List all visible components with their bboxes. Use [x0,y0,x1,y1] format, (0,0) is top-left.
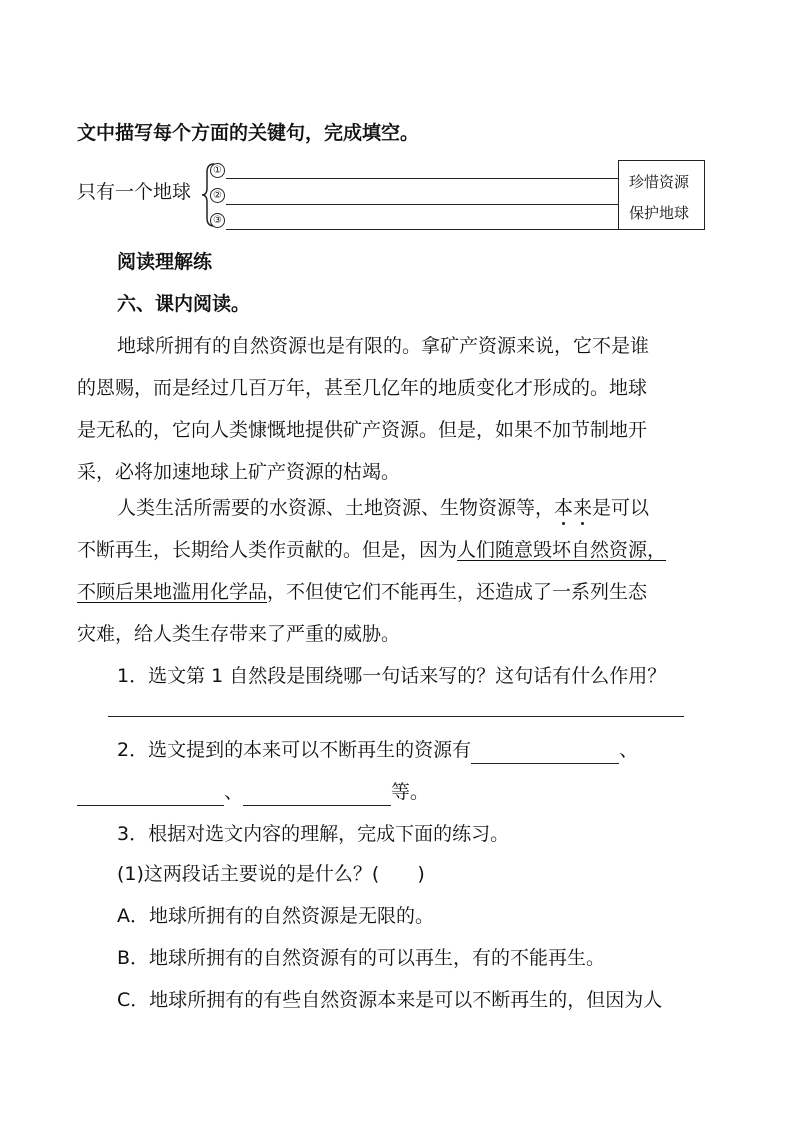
passage-line [117,494,649,522]
section-heading: 阅读理解练 [117,251,213,273]
question-3-1: (1)这两段话主要说的是什么？( ) [117,863,425,885]
underlined-phrase: 人们随意毁坏自然资源， [457,539,667,561]
summary-box [618,160,705,230]
answer-line-q1[interactable] [108,716,684,717]
marker-3: ③ [210,213,225,228]
passage-text: 不断再生，长期给人类作贡献的。但是，因为 [77,539,458,561]
question-1: 1．选文第 1 自然段是围绕哪一句话来写的？这句话有什么作用？ [117,665,667,687]
separator: 、 [224,781,244,803]
option-b[interactable]: B．地球所拥有的自然资源有的可以再生，有的不能再生。 [117,947,606,969]
blank-resource-2[interactable] [77,785,224,806]
marker-1: ① [210,163,225,178]
passage-text: 人类生活所需要的水资源、土地资源、生物资源等， [117,497,555,519]
passage-line: 灾难，给人类生存带来了严重的威胁。 [77,623,401,645]
question-2-end: 等。 [391,781,430,803]
underlined-phrase: 不顾后果地滥用化学品 [77,581,268,603]
passage-line: 地球所拥有的自然资源也是有限的。拿矿产资源来说，它不是谁 [117,335,650,357]
passage-line [77,536,666,564]
answer-line-3[interactable] [226,229,618,230]
summary-box-line-2: 保护地球 [629,204,690,222]
diagram-root-label: 只有一个地球 [77,181,192,203]
passage-line: 的恩赐，而是经过几百万年，甚至几亿年的地质变化才形成的。地球 [77,377,648,399]
blank-resource-1[interactable] [471,743,619,764]
question-3: 3．根据对选文内容的理解，完成下面的练习。 [117,823,510,845]
passage-text: ，不但使它们不能再生，还造成了一系列生态 [267,581,648,603]
emphasis-char: 来 [573,497,593,519]
passage-text: 是可以 [592,497,650,519]
passage-line: 采，必将加速地球上矿产资源的枯竭。 [77,461,401,483]
option-a[interactable]: A．地球所拥有的自然资源是无限的。 [117,905,434,927]
separator: 、 [619,739,639,761]
option-c[interactable]: C．地球所拥有的有些自然资源本来是可以不断再生的，但因为人 [117,989,663,1011]
emphasis-char: 本 [554,497,574,519]
summary-box-line-1: 珍惜资源 [629,173,690,191]
answer-line-1[interactable] [226,178,618,179]
blank-resource-3[interactable] [243,785,391,806]
exercise-instruction: 文中描写每个方面的关键句，完成填空。 [77,122,420,144]
question-2 [117,736,638,764]
marker-2: ② [210,188,225,203]
passage-line: 是无私的，它向人类慷慨地提供矿产资源。但是，如果不加节制地开 [77,419,648,441]
question-2-text: 2．选文提到的本来可以不断再生的资源有 [117,739,472,761]
passage-line [77,578,647,606]
section-subheading: 六、课内阅读。 [117,293,251,315]
question-2-cont [77,778,429,806]
answer-line-2[interactable] [226,204,618,205]
